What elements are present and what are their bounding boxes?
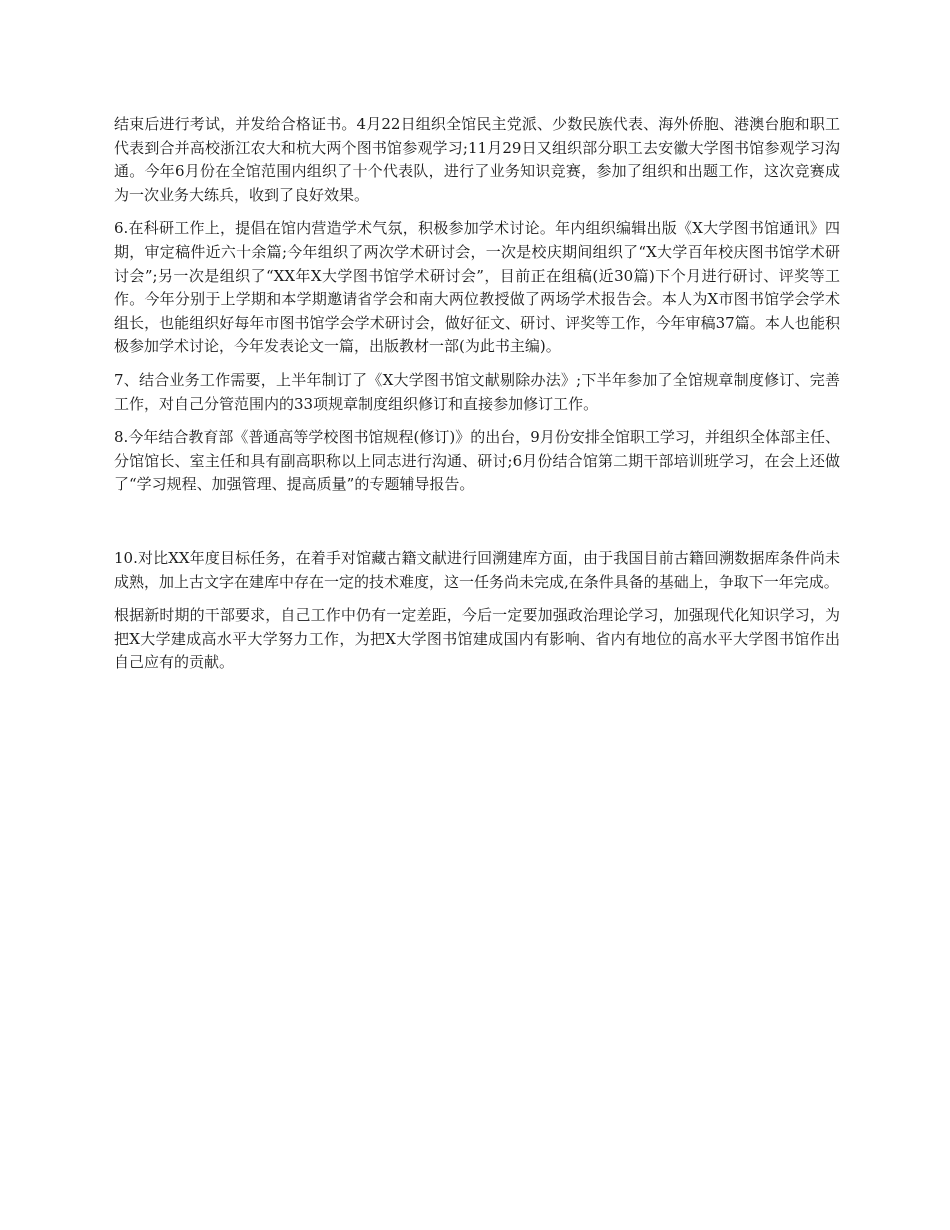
paragraph-research-work: 6.在科研工作上，提倡在馆内营造学术气氛，积极参加学术讨论。年内组织编辑出版《X大学图书馆通讯》四期，审定稿件近六十余篇;今年组织了两次学术研讨会，一次是校庆期间组织了“X大学百年校庆图书馆学术研讨会”;另一次是组织了“XX年X大学图书馆学术研讨会”，目前正在组稿(近30篇)下个月进行研讨、评奖等工作。今年分别于上学期和本学期邀请省学会和南大两位教授做了两场学术报告会。本人为X市图书馆学会学术组长，也能组织好每年市图书馆学会学术研讨会，做好征文、研讨、评奖等工作，今年审稿37篇。本人也能积极参加学术讨论，今年发表论文一篇，出版教材一部(为此书主编)。 xyxy=(114,219,840,356)
paragraph-conclusion: 根据新时期的干部要求，自己工作中仍有一定差距，今后一定要加强政治理论学习，加强现代化知识学习，为把X大学建成高水平大学努力工作，为把X大学图书馆建成国内有影响、省内有地位的高水平大学图书馆作出自己应有的贡献。 xyxy=(114,606,840,672)
paragraph-regulations: 7、结合业务工作需要，上半年制订了《X大学图书馆文献剔除办法》;下半年参加了全馆规章制度修订、完善工作，对自己分管范围内的33项规章制度组织修订和直接参加修订工作。 xyxy=(114,370,840,413)
paragraph-library-rules-study: 8.今年结合教育部《普通高等学校图书馆规程(修订)》的出台，9月份安排全馆职工学习，并组织全体部主任、分馆馆长、室主任和具有副高职称以上同志进行沟通、研讨;6月份结合馆第二期干部培训班学习，在会上还做了“学习规程、加强管理、提高质量”的专题辅导报告。 xyxy=(114,428,840,494)
blank-gap xyxy=(114,507,840,547)
paragraph-ancient-books: 10.对比XX年度目标任务，在着手对馆藏古籍文献进行回溯建库方面，由于我国目前古籍回溯数据库条件尚未成熟，加上古文字在建库中存在一定的技术难度，这一任务尚未完成,在条件具备的基础上，争取下一年完成。 xyxy=(114,548,840,591)
paragraph-exams-and-visits: 结束后进行考试，并发给合格证书。4月22日组织全馆民主党派、少数民族代表、海外侨胞、港澳台胞和职工代表到合并高校浙江农大和杭大两个图书馆参观学习;11月29日又组织部分职工去安徽大学图书馆参观学习沟通。今年6月份在全馆范围内组织了十个代表队，进行了业务知识竞赛，参加了组织和出题工作，这次竞赛成为一次业务大练兵，收到了良好效果。 xyxy=(114,115,840,204)
document-page xyxy=(114,113,840,685)
